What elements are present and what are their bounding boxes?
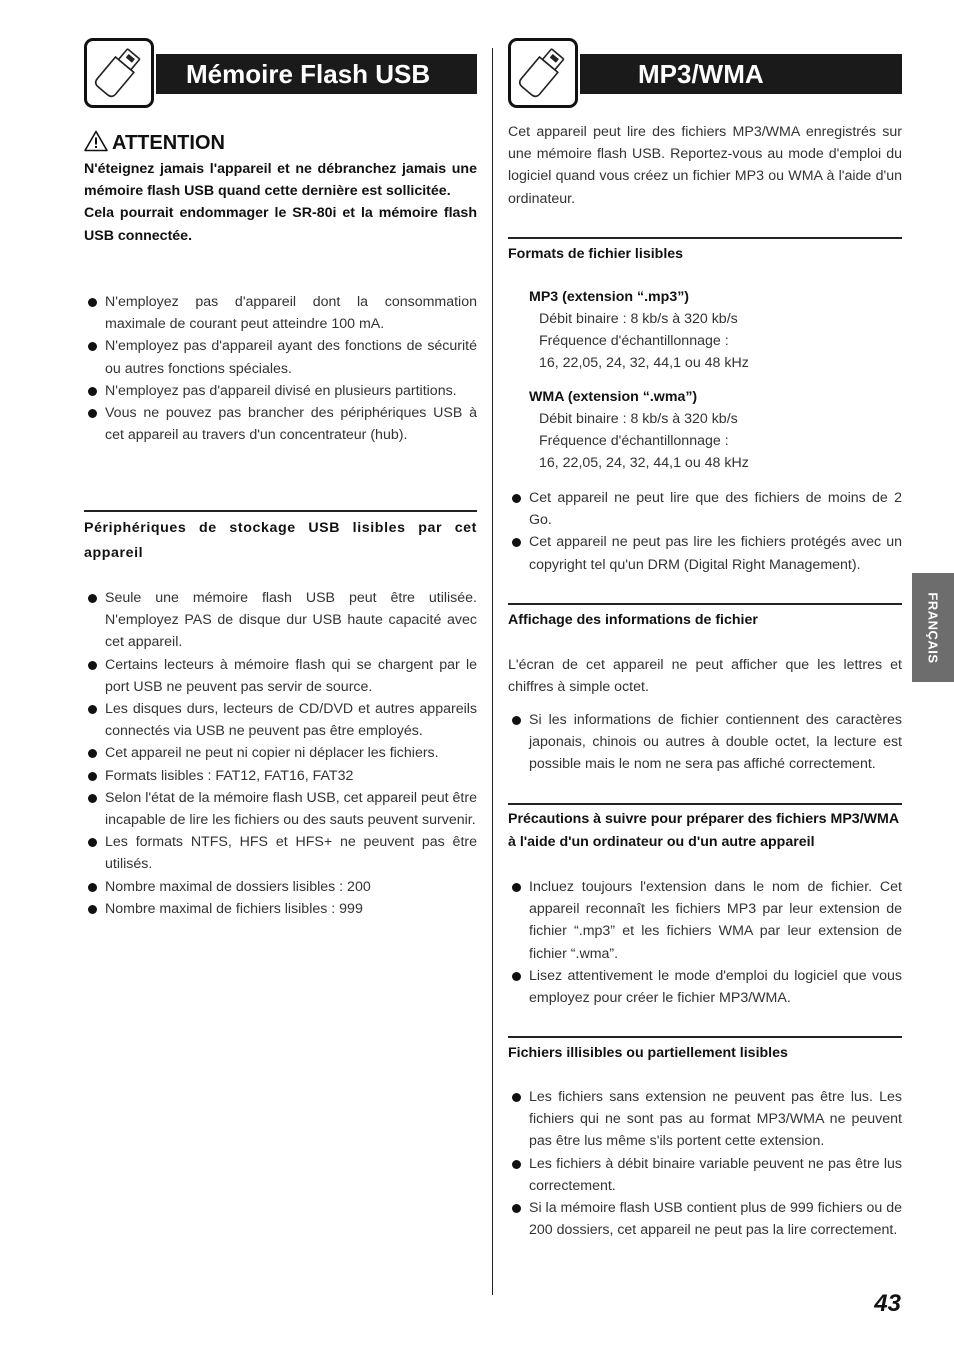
list-item: Seule une mémoire flash USB peut être utilisée. N'employez PAS de disque dur USB haute capacité avec cet appareil. bbox=[84, 587, 477, 654]
format-sampling-values: 16, 22,05, 24, 32, 44,1 ou 48 kHz bbox=[539, 455, 749, 472]
warning-triangle-icon bbox=[84, 130, 108, 157]
display-bullets bbox=[508, 709, 902, 776]
mp3-section-header bbox=[508, 38, 902, 110]
warning-text-2: Cela pourrait endommager le SR-80i et la mémoire flash USB connectée. bbox=[84, 205, 477, 244]
list-item: Cet appareil ne peut pas lire les fichiers protégés avec un copyright tel qu'un DRM (Digital Right Management). bbox=[508, 531, 902, 575]
language-tab-label: FRANÇAIS bbox=[925, 591, 941, 664]
format-sampling-values: 16, 22,05, 24, 32, 44,1 ou 48 kHz bbox=[539, 355, 749, 372]
section-rule bbox=[508, 603, 902, 605]
mp3-intro-text: Cet appareil peut lire des fichiers MP3/WMA enregistrés sur une mémoire flash USB. Reportez-vous au mode d'emploi du logiciel quand vous créez un fichier MP3 ou WMA à l'aide d'un ordinateur. bbox=[508, 124, 902, 207]
format-bitrate: Débit binaire : 8 kb/s à 320 kb/s bbox=[539, 311, 738, 327]
section-rule bbox=[84, 510, 477, 512]
list-item: Les disques durs, lecteurs de CD/DVD et autres appareils connectés via USB ne peuvent pas être employés. bbox=[84, 698, 477, 742]
display-heading: Affichage des informations de fichier bbox=[508, 612, 758, 628]
usb-device-bullets bbox=[84, 291, 477, 446]
list-item: N'employez pas d'appareil ayant des fonctions de sécurité ou autres fonctions spéciales. bbox=[84, 335, 477, 379]
mp3-section-title: MP3/WMA bbox=[638, 59, 764, 89]
storage-device-bullets bbox=[84, 587, 477, 920]
column-divider bbox=[492, 48, 493, 1295]
usb-flash-drive-icon bbox=[84, 38, 154, 108]
language-tab bbox=[912, 573, 954, 682]
page-number: 43 bbox=[874, 1290, 901, 1317]
list-item: Si la mémoire flash USB contient plus de 999 fichiers ou de 200 dossiers, cet appareil ne peut pas la lire correctement. bbox=[508, 1197, 902, 1241]
format-sampling-label: Fréquence d'échantillonnage : bbox=[539, 333, 729, 350]
list-item: Certains lecteurs à mémoire flash qui se chargent par le port USB ne peuvent pas servir de source. bbox=[84, 654, 477, 698]
attention-heading bbox=[84, 130, 477, 157]
format-sampling-label: Fréquence d'échantillonnage : bbox=[539, 433, 729, 450]
list-item: Si les informations de fichier contiennent des caractères japonais, chinois ou autres à double octet, la lecture est possible mais le nom ne sera pas affiché correctement. bbox=[508, 709, 902, 776]
list-item: Incluez toujours l'extension dans le nom de fichier. Cet appareil reconnaît les fichiers MP3 par leur extension de fichier “.mp3” et les fichiers WMA par leur extension de fichier “.wma”. bbox=[508, 876, 902, 965]
list-item: Les formats NTFS, HFS et HFS+ ne peuvent pas être utilisés. bbox=[84, 831, 477, 875]
attention-warning bbox=[84, 158, 477, 247]
list-item: Nombre maximal de fichiers lisibles : 999 bbox=[84, 898, 477, 920]
formats-bullets bbox=[508, 487, 902, 576]
mp3-title-bar bbox=[580, 54, 902, 94]
display-text: L'écran de cet appareil ne peut afficher que les lettres et chiffres à simple octet. bbox=[508, 657, 902, 696]
list-item: Les fichiers sans extension ne peuvent pas être lus. Les fichiers qui ne sont pas au format MP3/WMA ne peuvent pas être lus même s'ils portent cette extension. bbox=[508, 1086, 902, 1153]
storage-devices-heading: Périphériques de stockage USB lisibles par cet appareil bbox=[84, 520, 477, 561]
list-item: Cet appareil ne peut ni copier ni déplacer les fichiers. bbox=[84, 742, 477, 764]
section-rule bbox=[508, 803, 902, 805]
list-item: Formats lisibles : FAT12, FAT16, FAT32 bbox=[84, 765, 477, 787]
format-bitrate: Débit binaire : 8 kb/s à 320 kb/s bbox=[539, 411, 738, 427]
usb-section-title: Mémoire Flash USB bbox=[186, 59, 431, 89]
list-item: Lisez attentivement le mode d'emploi du logiciel que vous employez pour créer le fichier MP3/WMA. bbox=[508, 965, 902, 1009]
list-item: Les fichiers à débit binaire variable peuvent ne pas être lus correctement. bbox=[508, 1153, 902, 1197]
warning-text-1: N'éteignez jamais l'appareil et ne débranchez jamais une mémoire flash USB quand cette dernière est sollicitée. bbox=[84, 161, 477, 200]
list-item: N'employez pas d'appareil dont la consommation maximale de courant peut atteindre 100 mA. bbox=[84, 291, 477, 335]
usb-title-bar bbox=[156, 54, 477, 94]
section-rule bbox=[508, 237, 902, 239]
prep-heading: Précautions à suivre pour préparer des fichiers MP3/WMA à l'aide d'un ordinateur ou d'un autre appareil bbox=[508, 811, 899, 850]
format-name: WMA (extension “.wma”) bbox=[529, 389, 698, 405]
list-item: N'employez pas d'appareil divisé en plusieurs partitions. bbox=[84, 380, 477, 402]
unreadable-bullets bbox=[508, 1086, 902, 1241]
list-item: Selon l'état de la mémoire flash USB, cet appareil peut être incapable de lire les fichiers ou des sauts peuvent survenir. bbox=[84, 787, 477, 831]
format-mp3 bbox=[508, 286, 902, 375]
prep-bullets bbox=[508, 876, 902, 1009]
formats-heading: Formats de fichier lisibles bbox=[508, 246, 684, 262]
format-name: MP3 (extension “.mp3”) bbox=[529, 289, 690, 305]
unreadable-heading: Fichiers illisibles ou partiellement lisibles bbox=[508, 1045, 788, 1061]
list-item: Vous ne pouvez pas brancher des périphériques USB à cet appareil au travers d'un concentrateur (hub). bbox=[84, 402, 477, 446]
section-rule bbox=[508, 1036, 902, 1038]
format-wma bbox=[508, 386, 902, 475]
usb-flash-drive-icon bbox=[508, 38, 578, 108]
usb-section-header bbox=[84, 38, 477, 110]
list-item: Cet appareil ne peut lire que des fichiers de moins de 2 Go. bbox=[508, 487, 902, 531]
list-item: Nombre maximal de dossiers lisibles : 200 bbox=[84, 876, 477, 898]
attention-label: ATTENTION bbox=[112, 132, 225, 154]
